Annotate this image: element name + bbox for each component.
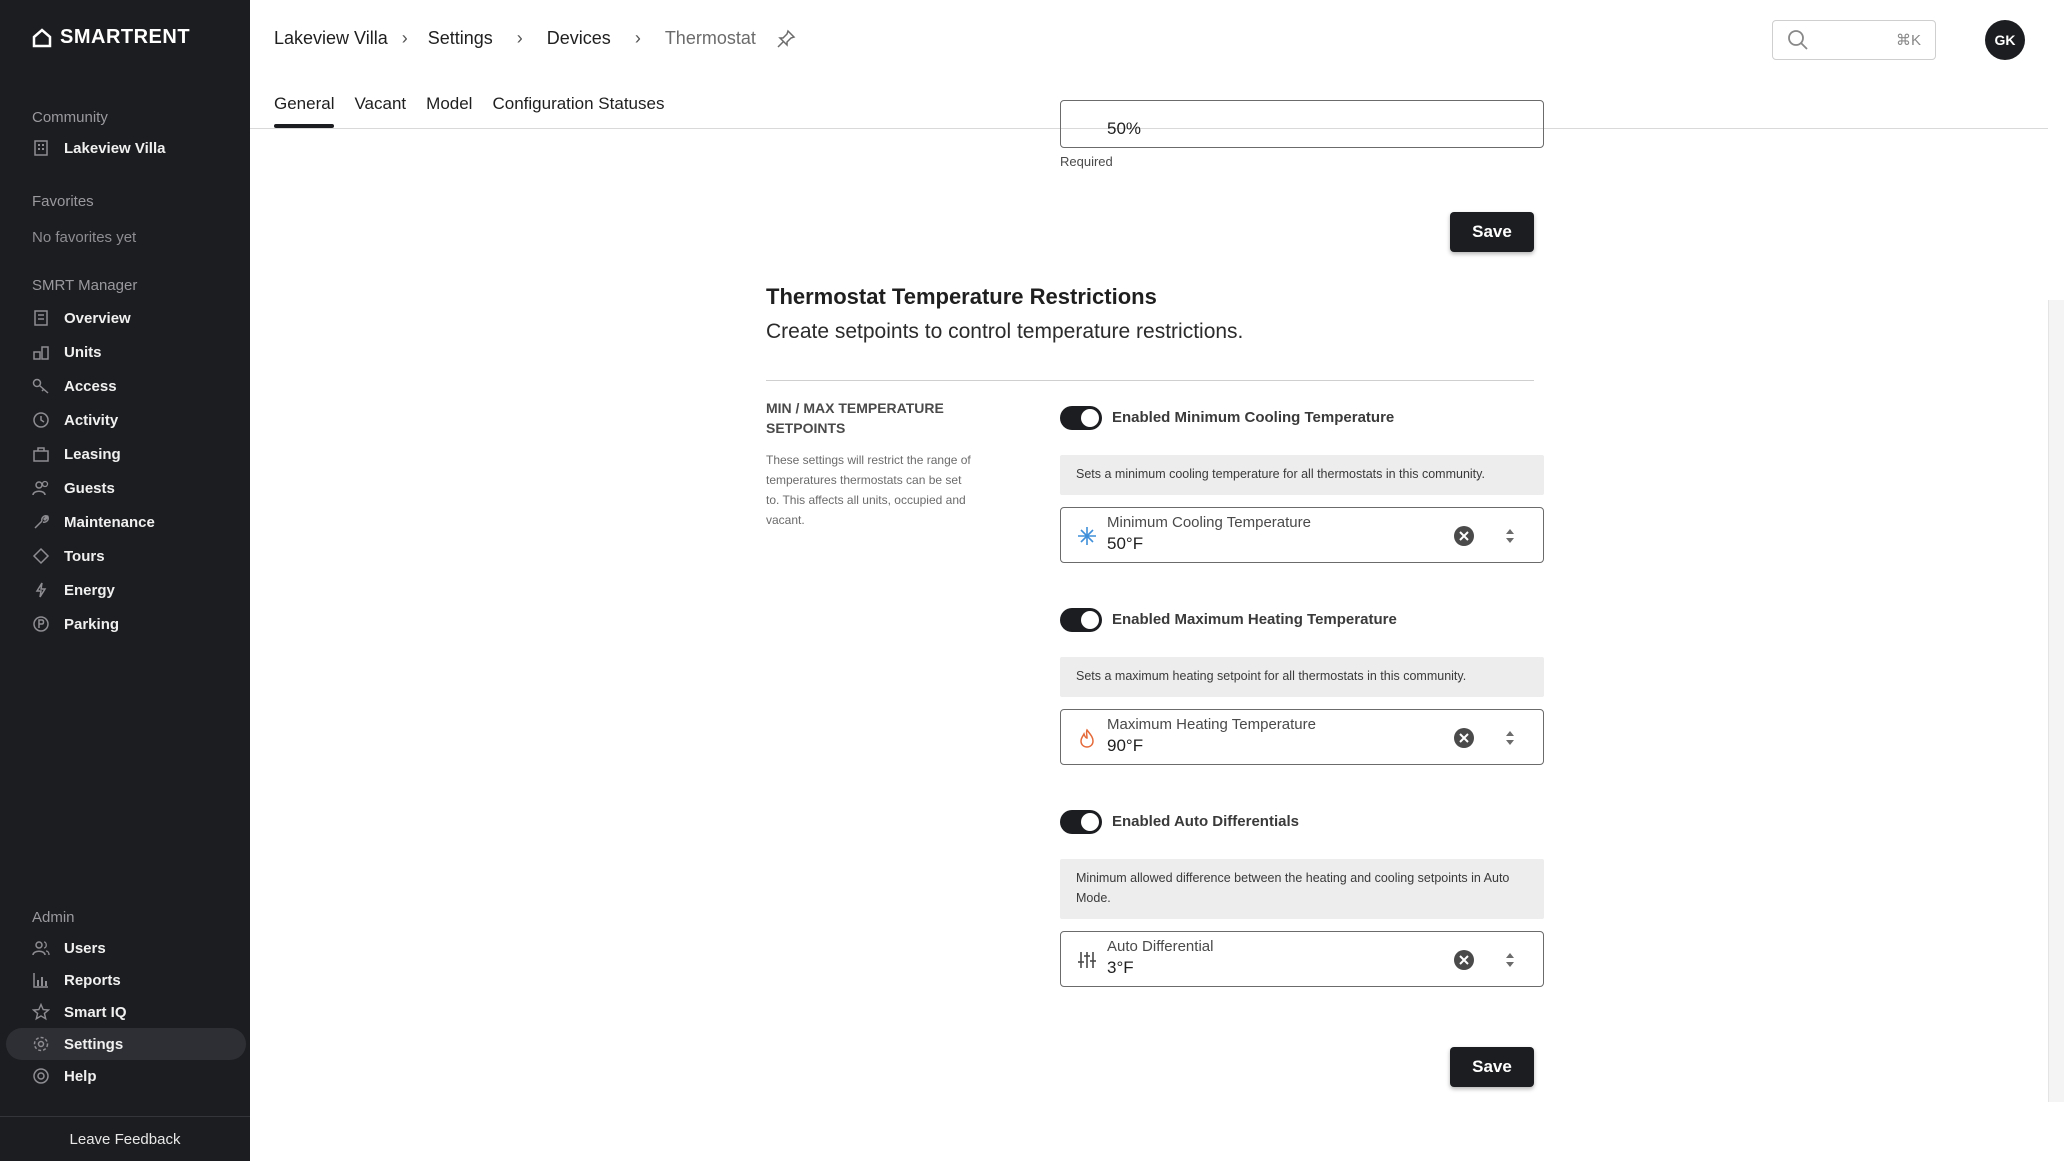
leave-feedback-button[interactable]: Leave Feedback [0,1116,250,1161]
search-input[interactable] [1772,20,1936,60]
clock-icon [32,411,50,429]
leasing-icon [32,445,50,463]
sidebar-item-leasing[interactable]: Leasing [32,442,121,466]
snowflake-icon [1077,526,1097,546]
group-title: MIN / MAX TEMPERATURE SETPOINTS [766,400,944,436]
save-button-bottom[interactable]: Save [1450,1047,1534,1087]
min-cooling-field-value: 50°F [1107,534,1144,553]
max-heating-toggle[interactable] [1060,608,1102,632]
star-icon [32,1003,50,1021]
section-subtitle: Create setpoints to control temperature restrictions. [766,320,1244,343]
guests-icon [32,479,50,497]
admin-section-label: Admin [32,909,75,926]
max-heating-field-value: 90°F [1107,736,1144,755]
auto-differential-field-label: Auto Differential [1107,938,1214,955]
sidebar-item-settings[interactable]: Settings [32,1032,123,1056]
save-button-top[interactable]: Save [1450,212,1534,252]
max-heating-field[interactable] [1060,709,1544,765]
flame-icon [1077,728,1097,748]
search-shortcut-hint: ⌘K [1895,32,1921,49]
auto-differential-field-value: 3°F [1107,958,1134,977]
sidebar-item-users[interactable]: Users [32,936,106,960]
bolt-icon [32,581,50,599]
sidebar-item-units[interactable]: Units [32,340,102,364]
previous-field[interactable] [1060,100,1544,148]
sidebar-item-community[interactable]: Lakeview Villa [32,136,165,160]
wrench-icon [32,513,50,531]
sidebar-item-tours[interactable]: Tours [32,544,105,568]
pin-icon[interactable] [776,29,796,49]
sidebar-item-smart-iq[interactable]: Smart IQ [32,1000,127,1024]
max-heating-toggle-label: Enabled Maximum Heating Temperature [1112,611,1397,628]
users-icon [32,939,50,957]
chart-icon [32,971,50,989]
breadcrumb [274,28,796,49]
help-icon [32,1067,50,1085]
favorites-section-label: Favorites [32,193,94,210]
sidebar-item-access[interactable]: Access [32,374,117,398]
chevron-right-icon: › [516,28,523,48]
sidebar-item-help[interactable]: Help [32,1064,97,1088]
sliders-icon [1077,950,1097,970]
section-title: Thermostat Temperature Restrictions [766,284,1157,309]
min-cooling-toggle[interactable] [1060,406,1102,430]
tab-vacant[interactable]: Vacant [354,94,407,113]
sidebar-item-parking[interactable]: Parking [32,612,119,636]
search-icon [1787,29,1809,51]
avatar[interactable]: GK [1985,20,2025,60]
overview-icon [32,309,50,327]
clear-icon[interactable] [1453,525,1475,547]
sidebar-item-energy[interactable]: Energy [32,578,115,602]
favorites-empty-text: No favorites yet [32,229,137,246]
chevron-right-icon: › [634,28,641,48]
sidebar-item-maintenance[interactable]: Maintenance [32,510,155,534]
tab-model[interactable]: Model [426,94,473,113]
key-icon [32,377,50,395]
max-heating-field-label: Maximum Heating Temperature [1107,716,1316,733]
stepper-arrows-icon[interactable] [1505,950,1515,970]
breadcrumb-settings[interactable]: Settings [427,28,493,48]
group-description: These settings will restrict the range of temperatures thermostats can be set to. This affects all units, occupied and vacant. [766,453,971,527]
auto-differential-field[interactable] [1060,931,1544,987]
max-heating-info: Sets a maximum heating setpoint for all thermostats in this community. [1060,657,1544,697]
tab-configuration-statuses[interactable]: Configuration Statuses [492,94,665,113]
community-section-label: Community [32,109,108,126]
scrollbar[interactable] [2048,300,2064,1102]
smrt-manager-section-label: SMRT Manager [32,277,138,294]
clear-icon[interactable] [1453,949,1475,971]
min-cooling-field-label: Minimum Cooling Temperature [1107,514,1311,531]
auto-differential-toggle[interactable] [1060,810,1102,834]
stepper-arrows-icon[interactable] [1505,728,1515,748]
smartrent-logo[interactable] [32,26,190,49]
stepper-arrows-icon[interactable] [1505,526,1515,546]
sidebar-item-guests[interactable]: Guests [32,476,115,500]
required-helper-text: Required [1060,154,1113,169]
breadcrumb-devices[interactable]: Devices [546,28,611,48]
breadcrumb-thermostat: Thermostat [664,28,756,48]
auto-differential-info: Minimum allowed difference between the heating and cooling setpoints in Auto Mode. [1060,859,1544,919]
tab-bar [274,94,664,128]
building-icon [32,139,50,157]
chevron-right-icon: › [401,28,408,48]
sidebar-item-activity[interactable]: Activity [32,408,118,432]
clear-icon[interactable] [1453,727,1475,749]
house-logo-icon [32,28,52,48]
tab-general[interactable]: General [274,94,334,128]
parking-icon [32,615,50,633]
main-content [250,119,2048,1161]
auto-differential-toggle-label: Enabled Auto Differentials [1112,813,1299,830]
breadcrumb-community[interactable]: Lakeview Villa [274,28,388,48]
section-divider [766,380,1534,381]
units-icon [32,343,50,361]
sidebar-item-overview[interactable]: Overview [32,306,131,330]
min-cooling-info: Sets a minimum cooling temperature for all thermostats in this community. [1060,455,1544,495]
gear-icon [32,1035,50,1053]
min-cooling-field[interactable] [1060,507,1544,563]
sidebar-item-reports[interactable]: Reports [32,968,121,992]
sidebar [0,0,250,1161]
brand-name: SMARTRENT [60,26,191,48]
tours-icon [32,547,50,565]
previous-field-value: 50% [1107,119,1142,138]
min-cooling-toggle-label: Enabled Minimum Cooling Temperature [1112,409,1395,426]
